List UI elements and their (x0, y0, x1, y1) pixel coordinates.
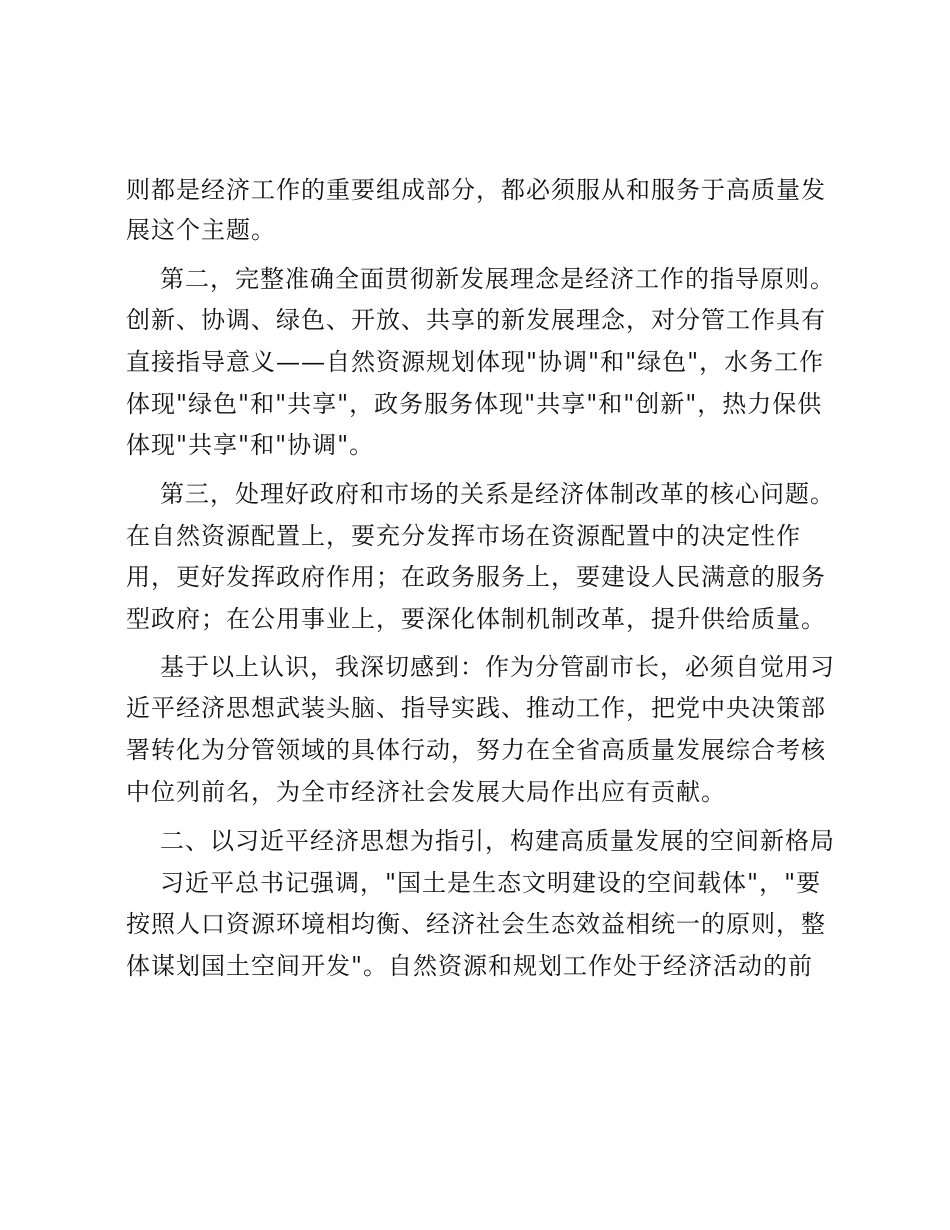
text-line: 体现"共享"和"协调"。 (126, 431, 375, 459)
text-line: 展这个主题。 (126, 216, 276, 244)
paragraph-heading-third: 第三，处理好政府和市场的关系是经济体制改革的核心问题。 (160, 480, 835, 508)
text-line: 在自然资源配置上，要充分发挥市场在资源配置中的决定性作 (126, 522, 801, 550)
text-line: 署转化为分管领域的具体行动，努力在全省高质量发展综合考核 (126, 736, 826, 764)
text-line: 近平经济思想武装头脑、指导实践、推动工作，把党中央决策部 (126, 694, 826, 722)
paragraph-start: 基于以上认识，我深切感到：作为分管副市长，必须自觉用习 (160, 653, 835, 681)
text-line: 体现"绿色"和"共享"，政务服务体现"共享"和"创新"，热力保供 (126, 390, 823, 418)
paragraph-heading-second: 第二，完整准确全面贯彻新发展理念是经济工作的指导原则。 (160, 265, 835, 293)
text-line: 则都是经济工作的重要组成部分，都必须服从和服务于高质量发 (126, 176, 826, 204)
text-line: 用，更好发挥政府作用；在政务服务上，要建设人民满意的服务 (126, 563, 826, 591)
text-line: 型政府；在公用事业上，要深化体制机制改革，提升供给质量。 (126, 605, 826, 633)
text-line: 中位列前名，为全市经济社会发展大局作出应有贡献。 (126, 778, 726, 806)
text-line: 创新、协调、绿色、开放、共享的新发展理念，对分管工作具有 (126, 306, 826, 334)
text-line: 直接指导意义——自然资源规划体现"协调"和"绿色"，水务工作 (126, 348, 825, 376)
text-line: 体谋划国土空间开发"。自然资源和规划工作处于经济活动的前 (126, 952, 814, 980)
section-heading: 二、以习近平经济思想为指引，构建高质量发展的空间新格局 (160, 827, 835, 855)
paragraph-start: 习近平总书记强调，"国土是生态文明建设的空间载体"，"要 (160, 869, 822, 897)
text-line: 按照人口资源环境相均衡、经济社会生态效益相统一的原则，整 (126, 910, 826, 938)
